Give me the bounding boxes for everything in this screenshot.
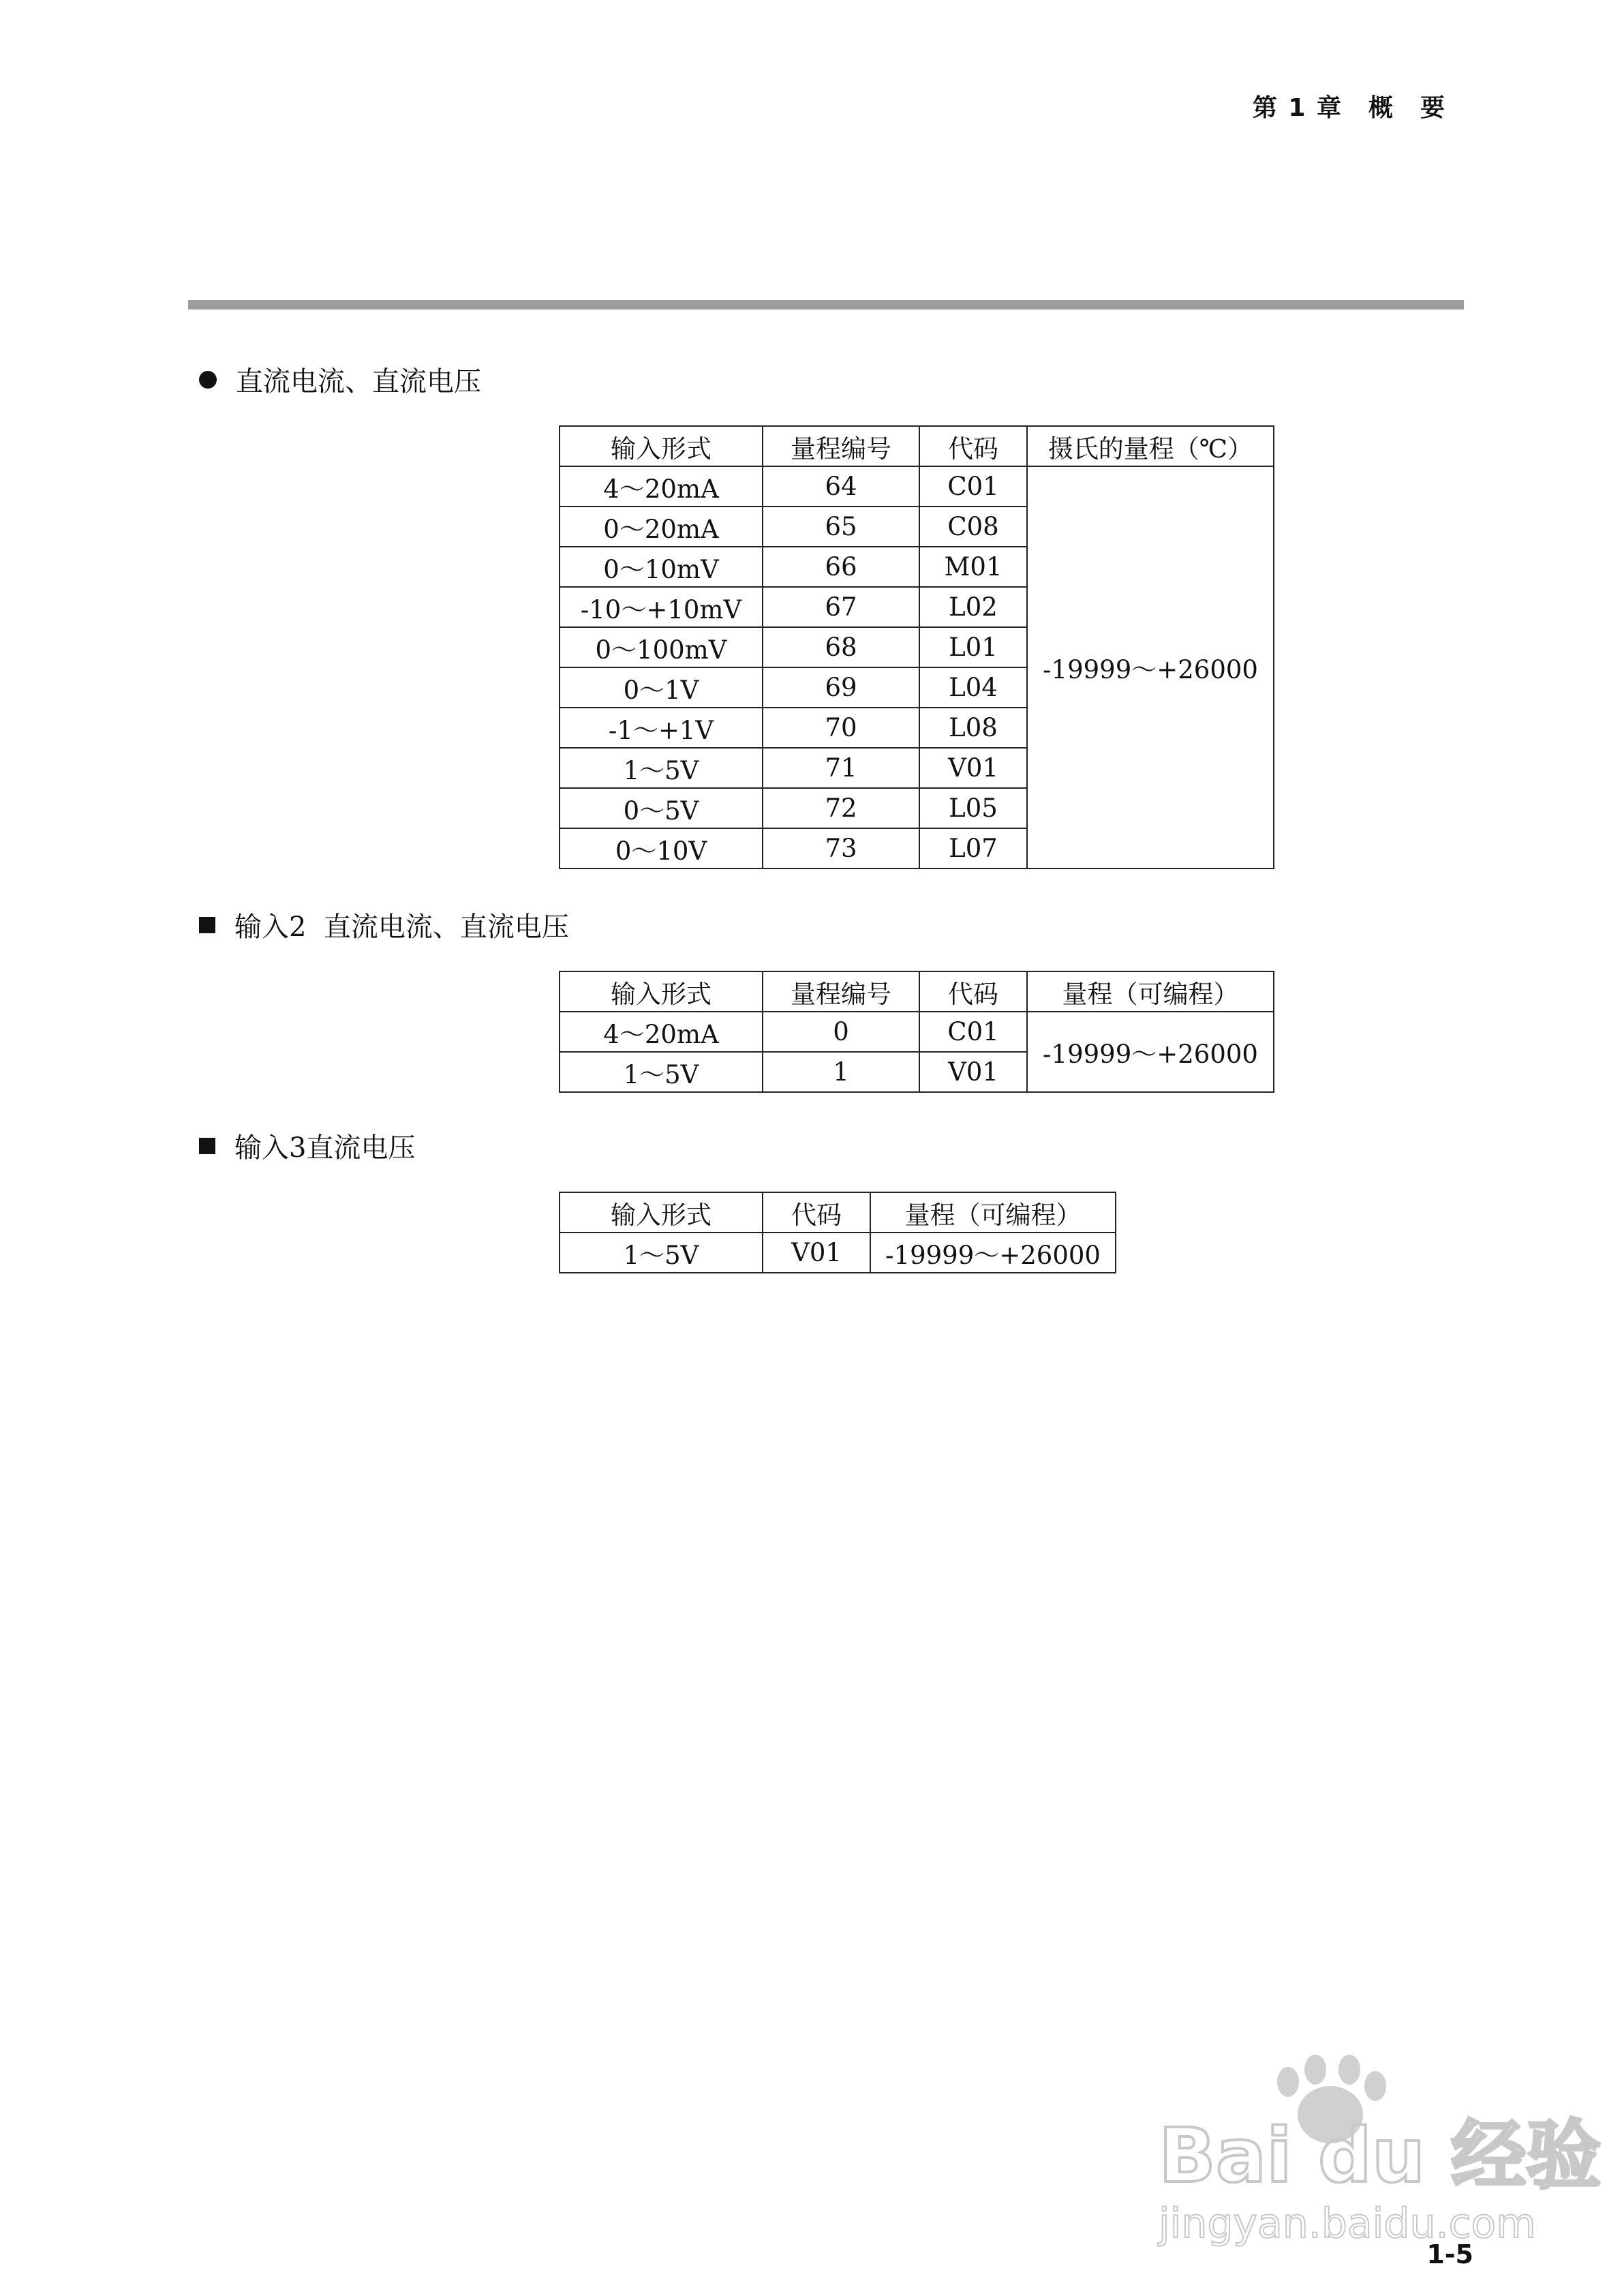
cell-code: L07 — [919, 828, 1027, 868]
cell-range: -19999～+26000 — [1027, 466, 1274, 868]
column-header: 输入形式 — [560, 1192, 763, 1233]
cell-code: L04 — [919, 667, 1027, 708]
cell-range-no: 1 — [763, 1052, 919, 1092]
cell-input: 4～20mA — [560, 466, 763, 507]
section-title-text: 输入2 直流电流、直流电压 — [234, 911, 569, 943]
square-bullet-icon — [199, 917, 215, 933]
cell-range: -19999～+26000 — [870, 1233, 1116, 1273]
cell-input: 1～5V — [560, 748, 763, 788]
range-table-1 — [559, 425, 1274, 869]
cell-range-no: 73 — [763, 828, 919, 868]
section-title-text: 直流电流、直流电压 — [236, 366, 481, 397]
cell-range-no: 64 — [763, 466, 919, 507]
cell-range-no: 71 — [763, 748, 919, 788]
cell-code: M01 — [919, 547, 1027, 587]
cell-range-no: 69 — [763, 667, 919, 708]
table-header-row — [560, 426, 1274, 466]
cell-code: L05 — [919, 788, 1027, 828]
table-row — [560, 466, 1274, 507]
cell-range-no: 0 — [763, 1012, 919, 1052]
cell-range-no: 65 — [763, 507, 919, 547]
watermark-url: jingyan.baidu.com — [1159, 2200, 1536, 2248]
column-header: 代码 — [919, 426, 1027, 466]
cell-input: 4～20mA — [560, 1012, 763, 1052]
column-header: 输入形式 — [560, 971, 763, 1012]
table-header-row — [560, 971, 1274, 1012]
cell-code: V01 — [919, 1052, 1027, 1092]
column-header: 量程编号 — [763, 426, 919, 466]
section-title-input3 — [199, 1126, 415, 1165]
section-title-input2 — [199, 905, 569, 944]
cell-input: 0～10mV — [560, 547, 763, 587]
table-row — [560, 1012, 1274, 1052]
cell-input: 1～5V — [560, 1233, 763, 1273]
cell-input: 0～5V — [560, 788, 763, 828]
cell-input: -1～+1V — [560, 708, 763, 748]
cell-range-no: 67 — [763, 587, 919, 627]
table-header-row — [560, 1192, 1116, 1233]
cell-input: 0～100mV — [560, 627, 763, 667]
column-header: 代码 — [919, 971, 1027, 1012]
range-table-3 — [559, 1192, 1116, 1273]
cell-code: C08 — [919, 507, 1027, 547]
column-header: 代码 — [763, 1192, 870, 1233]
cell-range-no: 70 — [763, 708, 919, 748]
cell-code: L08 — [919, 708, 1027, 748]
column-header: 量程编号 — [763, 971, 919, 1012]
cell-input: 0～1V — [560, 667, 763, 708]
page-number: 1-5 — [1426, 2239, 1473, 2269]
watermark-brand: Bai du 经验 — [1159, 2112, 1602, 2199]
circle-bullet-icon — [199, 371, 217, 389]
chapter-header: 第 1 章 概 要 — [1252, 94, 1446, 122]
cell-input: 0～20mA — [560, 507, 763, 547]
cell-code: V01 — [919, 748, 1027, 788]
column-header: 量程（可编程） — [1027, 971, 1274, 1012]
cell-code: L02 — [919, 587, 1027, 627]
cell-range: -19999～+26000 — [1027, 1012, 1274, 1092]
table-row — [560, 1233, 1116, 1273]
baidu-jingyan-watermark — [1152, 2059, 1602, 2250]
cell-range-no: 66 — [763, 547, 919, 587]
column-header: 量程（可编程） — [870, 1192, 1116, 1233]
header-rule — [188, 300, 1464, 309]
cell-range-no: 68 — [763, 627, 919, 667]
square-bullet-icon — [199, 1138, 215, 1154]
cell-input: 0～10V — [560, 828, 763, 868]
section-title-text: 输入3直流电压 — [234, 1132, 416, 1164]
range-table-2 — [559, 971, 1274, 1093]
cell-input: 1～5V — [560, 1052, 763, 1092]
cell-range-no: 72 — [763, 788, 919, 828]
cell-code: L01 — [919, 627, 1027, 667]
section-title-dc-current-voltage — [199, 360, 481, 399]
column-header: 摄氏的量程（℃） — [1027, 426, 1274, 466]
cell-input: -10～+10mV — [560, 587, 763, 627]
cell-code: C01 — [919, 1012, 1027, 1052]
column-header: 输入形式 — [560, 426, 763, 466]
cell-code: C01 — [919, 466, 1027, 507]
cell-code: V01 — [763, 1233, 870, 1273]
